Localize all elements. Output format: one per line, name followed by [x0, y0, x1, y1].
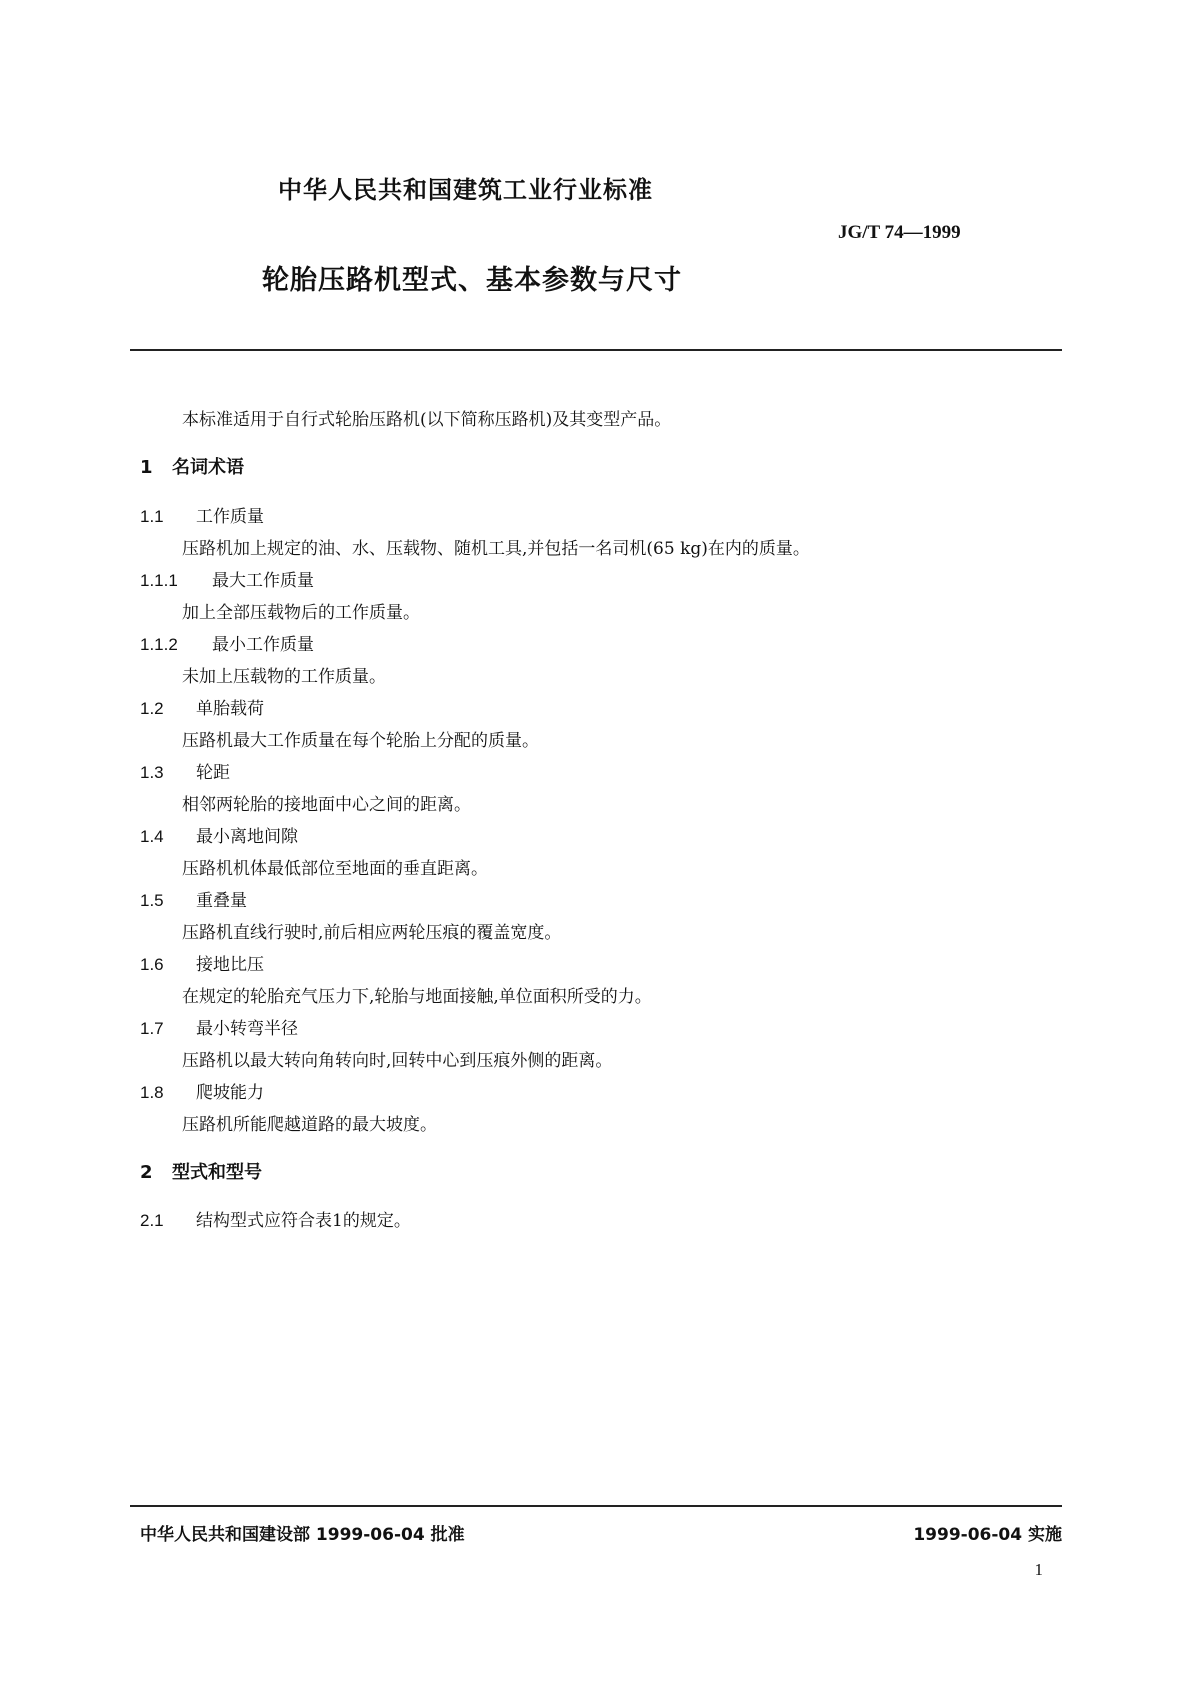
term-definition: 压路机最大工作质量在每个轮胎上分配的质量。 — [182, 731, 539, 751]
footer-divider — [130, 1505, 1062, 1507]
term-heading — [140, 1014, 298, 1039]
header-divider — [130, 349, 1062, 351]
term-heading — [140, 1078, 264, 1103]
term-name: 接地比压 — [196, 955, 264, 975]
term-heading — [140, 822, 298, 847]
term-definition: 压路机直线行驶时,前后相应两轮压痕的覆盖宽度。 — [182, 923, 562, 943]
term-name: 爬坡能力 — [196, 1083, 264, 1103]
term-name: 工作质量 — [196, 507, 264, 527]
term-heading — [140, 758, 230, 783]
term-name: 单胎载荷 — [196, 699, 264, 719]
clause-number: 1.1 — [140, 507, 164, 526]
scope-paragraph: 本标准适用于自行式轮胎压路机(以下简称压路机)及其变型产品。 — [182, 410, 672, 430]
section-number: 2 — [140, 1162, 153, 1183]
term-heading — [140, 694, 264, 719]
term-definition: 压路机机体最低部位至地面的垂直距离。 — [182, 859, 488, 879]
term-definition: 压路机以最大转向角转向时,回转中心到压痕外侧的距离。 — [182, 1051, 613, 1071]
page-number: 1 — [1034, 1560, 1043, 1579]
term-definition: 压路机所能爬越道路的最大坡度。 — [182, 1115, 437, 1135]
term-heading — [140, 502, 264, 527]
implementation-line: 1999-06-04 实施 — [913, 1525, 1062, 1545]
clause-number: 1.3 — [140, 763, 164, 782]
term-heading — [140, 886, 247, 911]
clause-number: 1.7 — [140, 1019, 164, 1038]
term-heading — [140, 566, 314, 591]
approval-line: 中华人民共和国建设部 1999-06-04 批准 — [140, 1525, 465, 1545]
section-title: 名词术语 — [172, 457, 244, 478]
term-name: 最大工作质量 — [212, 571, 314, 591]
section-number: 1 — [140, 457, 153, 478]
term-definition: 加上全部压载物后的工作质量。 — [182, 603, 420, 623]
term-definition: 压路机加上规定的油、水、压载物、随机工具,并包括一名司机(65 kg)在内的质量。 — [182, 539, 810, 559]
clause-number: 1.1.1 — [140, 571, 178, 590]
document-title: 轮胎压路机型式、基本参数与尺寸 — [262, 265, 682, 296]
clause-text: 结构型式应符合表1的规定。 — [196, 1211, 411, 1231]
clause-number: 2.1 — [140, 1211, 164, 1230]
clause-2-1 — [140, 1206, 411, 1231]
term-name: 重叠量 — [196, 891, 247, 911]
term-name: 轮距 — [196, 763, 230, 783]
clause-number: 1.6 — [140, 955, 164, 974]
clause-number: 1.8 — [140, 1083, 164, 1102]
clause-number: 1.4 — [140, 827, 164, 846]
term-heading — [140, 950, 264, 975]
section-1-heading — [140, 453, 244, 479]
term-definition: 未加上压载物的工作质量。 — [182, 667, 386, 687]
clause-number: 1.5 — [140, 891, 164, 910]
term-name: 最小离地间隙 — [196, 827, 298, 847]
term-definition: 相邻两轮胎的接地面中心之间的距离。 — [182, 795, 471, 815]
clause-number: 1.2 — [140, 699, 164, 718]
clause-number: 1.1.2 — [140, 635, 178, 654]
term-heading — [140, 630, 314, 655]
term-name: 最小工作质量 — [212, 635, 314, 655]
section-title: 型式和型号 — [172, 1162, 262, 1183]
term-name: 最小转弯半径 — [196, 1019, 298, 1039]
term-definition: 在规定的轮胎充气压力下,轮胎与地面接触,单位面积所受的力。 — [182, 987, 652, 1007]
section-2-heading — [140, 1158, 262, 1184]
issuing-body: 中华人民共和国建筑工业行业标准 — [278, 176, 653, 204]
standard-code: JG/T 74—1999 — [838, 222, 961, 243]
